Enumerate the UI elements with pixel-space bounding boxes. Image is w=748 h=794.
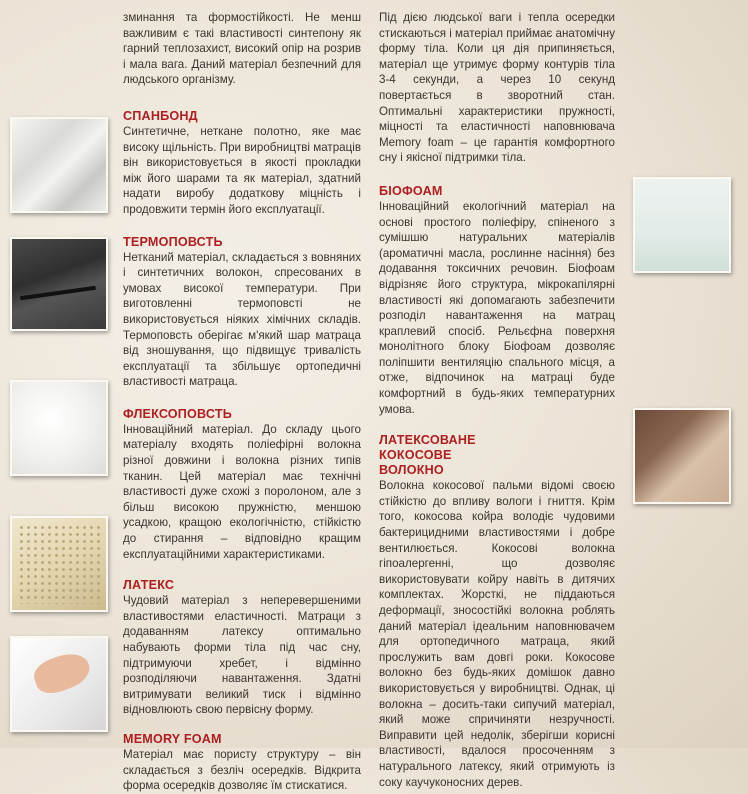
- left-column: [123, 10, 361, 794]
- section-title-thermofelt: ТЕРМОПОВСТЬ: [123, 234, 223, 249]
- section-text-latex: Чудовий матеріал з неперевершеними властивостями еластичності. Матраци з додаванням латексу оптимально набувають форми тіла під час сну, підтримуючи хребет, і відмінно розподіляючи навантаження. Здатні витримувати великий тиск і відмінно відновлюють свою первісну форму.: [123, 594, 361, 717]
- section-text-spunbond: Синтетичне, нетканe полотно, яке має високу щільність. При виробництві матраців він використовується в якості прокладки між його шарами та як матеріал, здатний надати виробу додаткову міцність і продовжити термін його експлуатації.: [123, 124, 361, 216]
- spunbond-image: [10, 117, 108, 213]
- section-text-coconut-fiber: Волокна кокосової пальми відомі своєю стійкістю до впливу вологи і гниття. Крім того, кокосова койра володіє чудовими бактерицидними властивостями і добре вентилюється. Кокосові волокна гіпоалергенні, що дозволяє використовувати койру навіть в дитячих комплектах. Жорсткі, не піддаються деформації, зносостійкі волокна роблять даний матеріал ідеальним наповнювачем для ортопедичного матраца, який прослужить вам довгі роки. Кокосове волокно без будь-яких домішок давно використовується у виробництві. Однак, ці волокна – досить-таки сипучий матеріал, який може спричиняти незручності. Виправити цей недолік, зберігши корисні властивості, вдалося просоченням з натурального латексу, який отримують із соку каучуконосних дерев.: [379, 479, 615, 789]
- section-title-flexofelt: ФЛЕКСОПОВСТЬ: [123, 406, 232, 421]
- right-column: [379, 10, 615, 790]
- section-text-flexofelt: Інноваційний матеріал. До складу цього матеріалу входять поліефірні волокна різної довжини і волокна різних типів тканин. Цей матеріал має технічні властивості дуже схожі з поролоном, але з більш високою пружністю, меншою усадкою, кращою екологічністю, стійкістю до стирання – відповідно кращим експлуатаційними характеристиками.: [123, 422, 361, 561]
- intro-paragraph-continued: Під дією людської ваги і тепла осередки стискаються і матеріал приймає анатомічну форму тіла. Коли ця дія припиняється, матеріал ще утримує форму контурів тіла 3-4 секунди, а через 10 секунд повертається в зворотний стан. Оптимальні характеристики пружності, міцності та еластичності наповнювача Memory foam – це гарантія комфортного сну і якісної підтримки тіла.: [379, 11, 615, 165]
- section-title-memory-foam: MEMORY FOAM: [123, 731, 222, 746]
- memory-foam-image: [10, 636, 108, 732]
- intro-paragraph: зминання та формостійкості. Не менш важливим є такі властивості синтепону як гарний теплозахист, високий опір на розрив і мала вага. Даний матеріал безпечний для людського організму.: [123, 11, 361, 87]
- section-text-biofoam: Інноваційний екологічний матеріал на основі простого поліефіру, спіненого з сумішшю натуральних матеріалів (ароматичні масла, рослинне насіння) без додавання токсичних речовин. Біофоам відрізняє його структура, мікрокапілярні властивості які допомагають забезпечити розподіл навантаження на матрац краплевий спосіб. Рельєфна поверхня монолітного блоку Біофоам дозволяє поліпшити вентиляцію спального місця, а отже, відпочинок на матраці буде комфортний в будь-яких температурних умова.: [379, 199, 615, 416]
- flexofelt-image: [10, 380, 108, 476]
- section-text-thermofelt: Нетканий матеріал, складається з вовняних і синтетичних волокон, спресованих в умовах високої температури. При виготовленні термоповсті не використовується ніяких хімічних складів. Термоповсть оберігає м'який шар матраца від зношування, що підвищує тривалість експлуатації та збільшує ортопедичні властивості матраца.: [123, 250, 361, 389]
- latex-image: [10, 516, 108, 612]
- section-title-latex: ЛАТЕКС: [123, 578, 175, 593]
- section-title-spunbond: СПАНБОНД: [123, 108, 198, 123]
- thermofelt-image: [10, 237, 108, 331]
- biofoam-image: [633, 177, 731, 273]
- section-text-memory-foam: Матеріал має пористу структуру – він складається з безліч осередків. Відкрита форма осередків дозволяє їм стискатися.: [123, 747, 361, 793]
- coconut-fiber-image: [633, 408, 731, 504]
- section-title-biofoam: БІОФОАМ: [379, 183, 443, 198]
- section-title-coconut-fiber: ЛАТЕКСОВАНЕ КОКОСОВЕ ВОЛОКНО: [379, 433, 476, 478]
